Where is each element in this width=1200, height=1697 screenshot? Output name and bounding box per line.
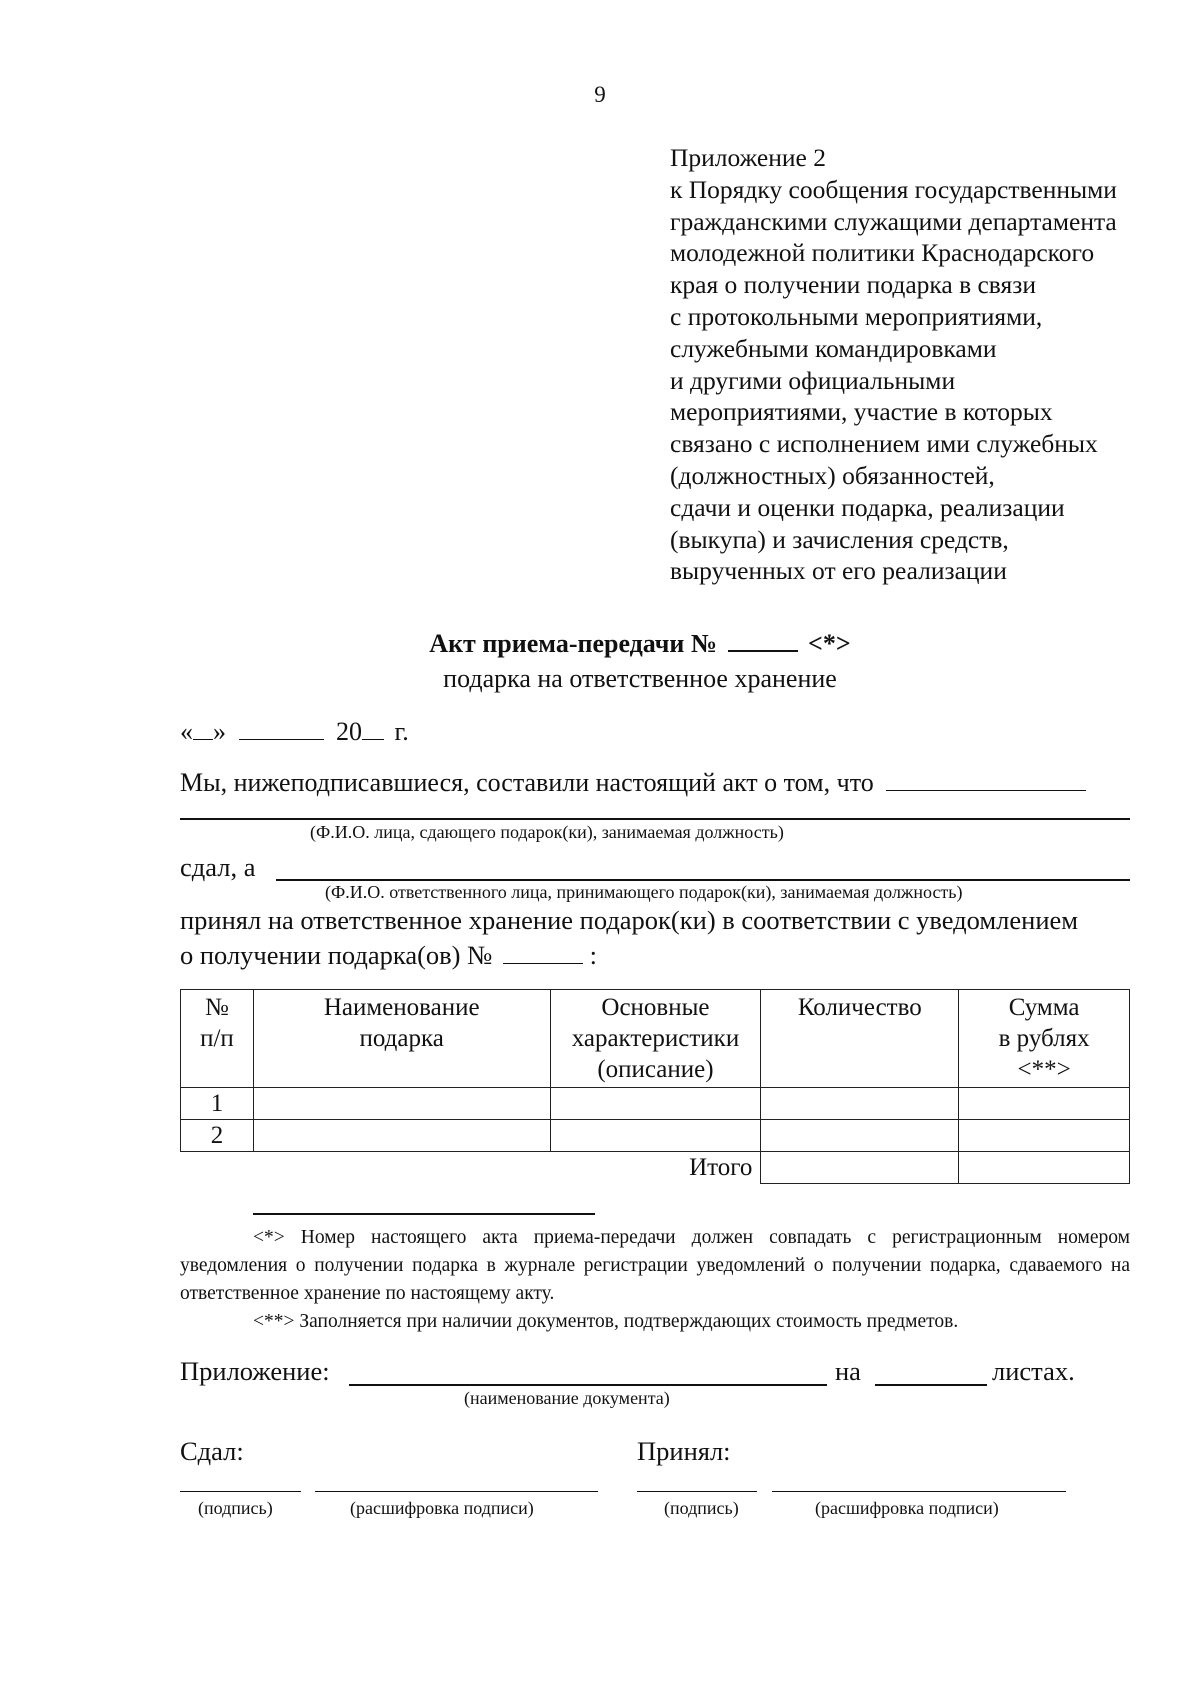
header-num: № п/п	[181, 990, 254, 1088]
gave-signature-line	[180, 1491, 301, 1492]
accepted-decode-line	[772, 1491, 1066, 1492]
gave-decode-caption: (расшифровка подписи)	[350, 1498, 534, 1518]
attachment-on: на	[835, 1356, 861, 1386]
date-suffix: г.	[394, 717, 409, 746]
table-total-row	[181, 1152, 1130, 1184]
table-header-row	[181, 990, 1130, 1088]
act-title	[0, 629, 1200, 659]
row-number: 1	[181, 1088, 254, 1120]
accepted-text: о получении подарка(ов) №	[180, 940, 493, 970]
giver-caption: (Ф.И.О. лица, сдающего подарок(ки), занимаемая должность)	[310, 822, 784, 842]
notice-number-blank	[503, 941, 583, 964]
appendix-line: мероприятиями, участие в которых	[670, 397, 1053, 427]
accepted-line1: принял на ответственное хранение подарок(ки) в соответствии с уведомлением	[180, 905, 1079, 935]
gave-signature-label: Сдал:	[180, 1436, 244, 1466]
we-line	[180, 768, 1086, 798]
accepted-signature-label: Принял:	[637, 1436, 731, 1466]
cell-sum	[959, 1120, 1130, 1152]
cell-quantity	[761, 1088, 959, 1120]
sheets-count-line	[875, 1384, 987, 1386]
table-row	[181, 1088, 1130, 1120]
table-row	[181, 1120, 1130, 1152]
appendix-line: связано с исполнением ими служебных	[670, 429, 1098, 459]
attachment-sheets: листах.	[992, 1356, 1075, 1386]
row-number: 2	[181, 1120, 254, 1152]
header-name: Наименование подарка	[253, 990, 550, 1088]
giver-blank	[886, 768, 1086, 791]
receiver-line	[276, 879, 1130, 881]
date-quote-close: »	[213, 717, 226, 746]
appendix-line: (должностных) обязанностей,	[670, 460, 995, 490]
total-sum	[959, 1152, 1130, 1184]
footnotes	[180, 1224, 1130, 1336]
header-sum: Сумма в рублях <**>	[959, 990, 1130, 1088]
receiver-caption: (Ф.И.О. ответственного лица, принимающего подарок(ки), занимаемая должность)	[325, 882, 963, 902]
header-quantity: Количество	[761, 990, 959, 1088]
cell-quantity	[761, 1120, 959, 1152]
cell-name	[253, 1120, 550, 1152]
appendix-line: с протокольными мероприятиями,	[670, 301, 1043, 331]
date-year: 20	[336, 717, 362, 746]
footnote-separator	[253, 1213, 595, 1215]
act-subtitle: подарка на ответственное хранение	[443, 664, 837, 693]
gave-signature-caption: (подпись)	[198, 1498, 273, 1518]
appendix-heading	[670, 142, 1170, 587]
page-number: 9	[594, 82, 606, 107]
gave-text: сдал, а	[180, 852, 256, 882]
total-quantity	[761, 1152, 959, 1184]
act-number-blank	[728, 630, 798, 652]
attachment-label: Приложение:	[180, 1356, 330, 1386]
date-quote-open: «	[180, 717, 193, 746]
appendix-line: края о получении подарка в связи	[670, 270, 1036, 300]
appendix-line: (выкупа) и зачисления средств,	[670, 524, 1009, 554]
appendix-line: Приложение 2	[670, 143, 826, 172]
accepted-colon: :	[589, 940, 598, 970]
month-blank	[239, 717, 324, 740]
appendix-line: служебными командировками	[670, 333, 997, 363]
act-title-text: Акт приема-передачи №	[429, 629, 718, 658]
cell-description	[550, 1088, 761, 1120]
cell-description	[550, 1120, 761, 1152]
we-text: Мы, нижеподписавшиеся, составили настоящий акт о том, что	[180, 768, 874, 797]
accepted-signature-line	[637, 1491, 757, 1492]
giver-line	[180, 818, 1130, 820]
accepted-line2	[180, 940, 597, 971]
year-blank	[362, 717, 384, 740]
appendix-line: к Порядку сообщения государственными	[670, 174, 1117, 204]
appendix-line: гражданскими служащими департамента	[670, 206, 1117, 236]
header-description: Основные характеристики (описание)	[550, 990, 761, 1088]
accepted-decode-caption: (расшифровка подписи)	[815, 1498, 999, 1518]
date-line	[180, 717, 409, 747]
footnote-2: <**> Заполняется при наличии документов, подтверждающих стоимость предметов.	[253, 1311, 959, 1332]
total-label: Итого	[689, 1154, 753, 1181]
gave-decode-line	[315, 1491, 598, 1492]
gifts-table	[180, 989, 1130, 1184]
appendix-line: и другими официальными	[670, 365, 956, 395]
cell-name	[253, 1088, 550, 1120]
attachment-line	[349, 1384, 827, 1386]
footnote-1: <*> Номер настоящего акта приема-передачи должен совпадать с регистрационным номером уведомления о получении подарка в журнале регистрации уведомлений о получении подарка, сдаваемого на ответственное хранение по настоящему акту.	[180, 1227, 1130, 1304]
appendix-line: сдачи и оценки подарка, реализации	[670, 492, 1065, 522]
appendix-line: молодежной политики Краснодарского	[670, 238, 1095, 268]
day-blank	[193, 717, 213, 740]
attachment-caption: (наименование документа)	[464, 1388, 670, 1408]
act-title-mark: <*>	[808, 629, 851, 658]
accepted-signature-caption: (подпись)	[664, 1498, 739, 1518]
cell-sum	[959, 1088, 1130, 1120]
appendix-line: вырученных от его реализации	[670, 556, 1007, 586]
